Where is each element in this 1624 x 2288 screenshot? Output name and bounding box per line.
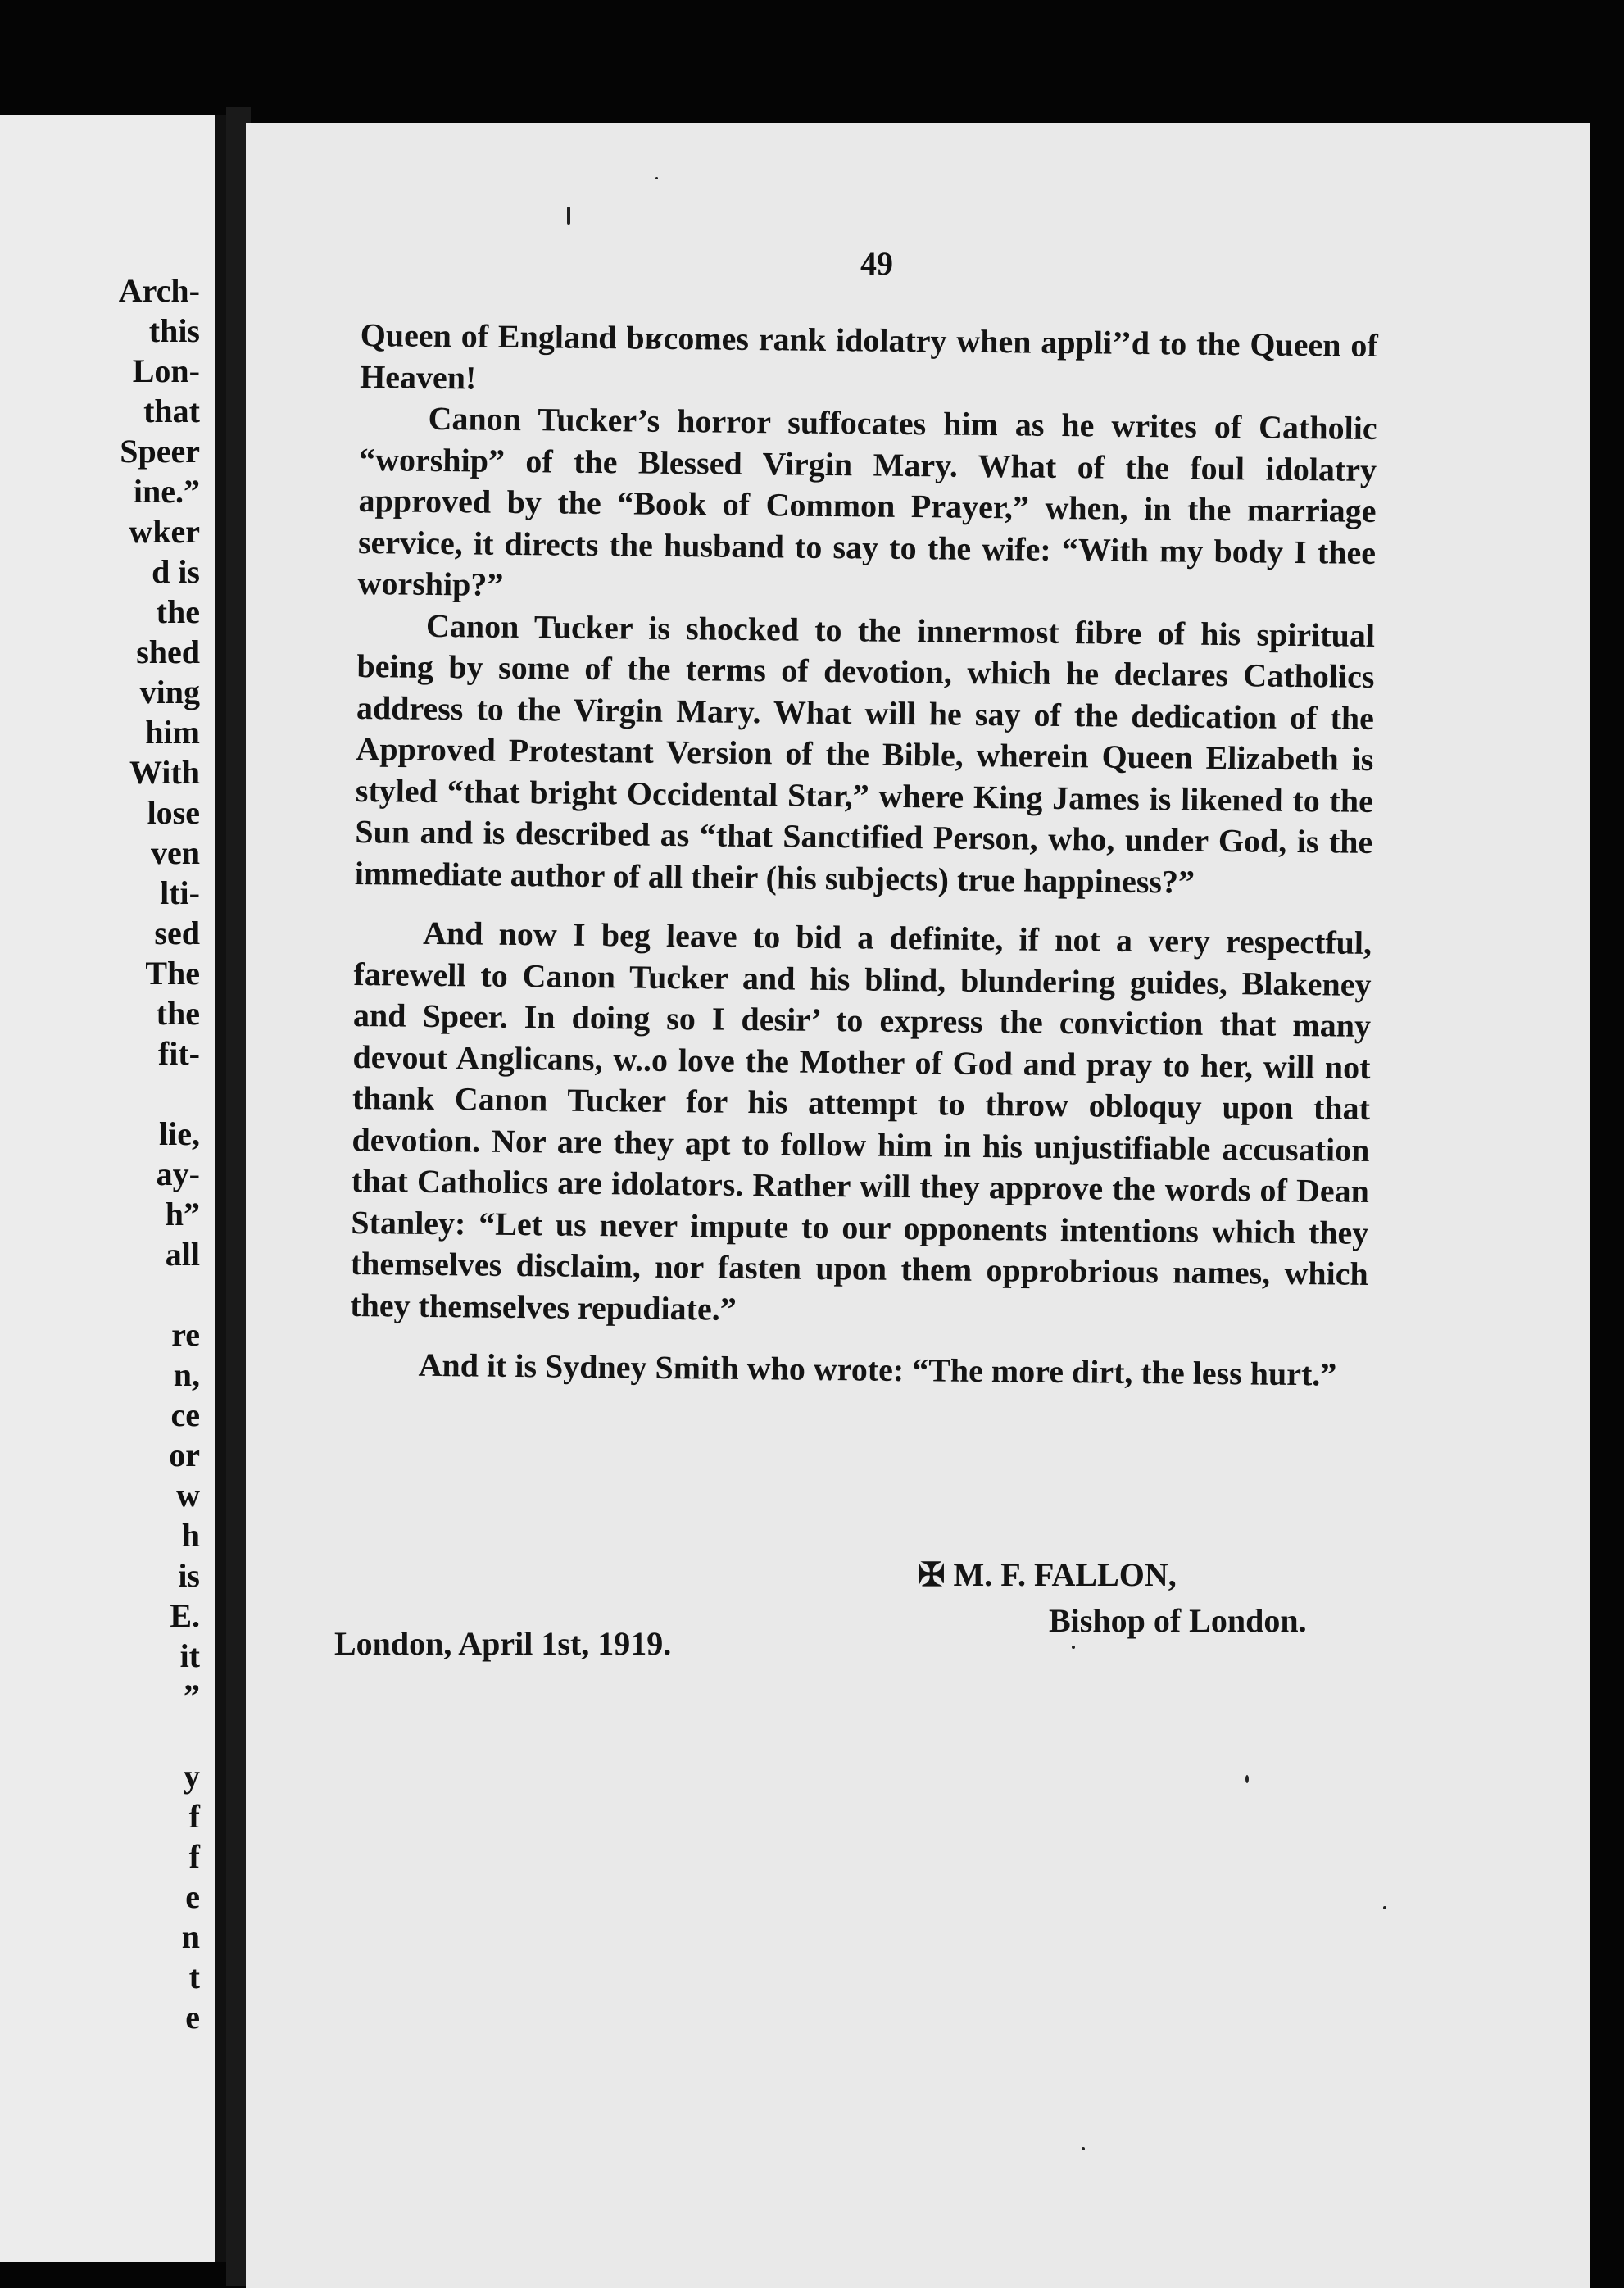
previous-page-fragment: ine.” <box>133 473 200 510</box>
previous-page-fragment: e <box>185 1999 200 2036</box>
page-number: 49 <box>860 245 893 282</box>
previous-page-fragment: is <box>178 1557 200 1594</box>
dust-speck <box>567 207 570 225</box>
previous-page-fragment: Arch- <box>118 272 200 309</box>
previous-page-fragment: Lon- <box>132 352 200 389</box>
dust-speck <box>655 177 658 179</box>
previous-page-fragment: ving <box>139 674 200 710</box>
signature-name: ✠ M. F. FALLON, <box>918 1556 1177 1593</box>
previous-page-fragment: ay- <box>156 1155 200 1192</box>
previous-page-fragment: ven <box>151 834 200 871</box>
previous-page-fragment <box>36 1716 200 1756</box>
previous-page-fragment: him <box>145 714 200 751</box>
previous-page-fragment: lose <box>147 794 200 831</box>
previous-page-fragment: lti- <box>160 874 200 911</box>
previous-page-fragment: ce <box>170 1396 200 1433</box>
previous-page-fragment: y <box>184 1758 200 1795</box>
previous-page-fragment: lie, <box>159 1115 200 1152</box>
previous-page-fragment: d is <box>152 553 200 590</box>
paragraph-1: Queen of England bʁcomes rank idolatry when appli’’d to the Queen of Heaven! <box>359 316 1378 396</box>
previous-page-edge <box>0 115 226 2262</box>
dust-speck <box>1383 1906 1386 1909</box>
previous-page-fragment: all <box>165 1236 200 1273</box>
previous-page-fragment: n, <box>173 1356 200 1393</box>
previous-page-fragment: t <box>188 1959 200 1995</box>
previous-page-fragment: n <box>181 1918 200 1955</box>
previous-page-fragment: this <box>148 312 200 349</box>
previous-page-fragment: E. <box>170 1597 200 1634</box>
document-page <box>246 123 1590 2288</box>
previous-page-fragment: The <box>145 955 200 992</box>
previous-page-fragment: With <box>129 754 200 791</box>
place-date: London, April 1st, 1919. <box>334 1625 672 1662</box>
previous-page-fragment: w <box>176 1477 200 1514</box>
previous-page-fragment <box>36 1074 200 1114</box>
paragraph-2: Canon Tucker’s horror suffocates him as he writes of Catholic “worship” of the Blessed Virgin Mary. What of the foul idolatry approved by the “Book of Common Prayer,” when, in the marriage service, it directs the husband to say to the wife: “With my body I thee worship?” <box>357 399 1377 603</box>
previous-page-fragment <box>36 1274 200 1314</box>
paragraph-5: And it is Sydney Smith who wrote: “The more dirt, the less hurt.” <box>418 1346 1337 1393</box>
previous-page-fragment: the <box>156 593 200 630</box>
previous-page-fragment: h” <box>165 1196 200 1233</box>
previous-page-fragment: the <box>156 995 200 1032</box>
previous-page-fragment: that <box>143 393 200 429</box>
previous-page-fragment: sed <box>154 915 200 951</box>
paragraph-4: And now I beg leave to bid a definite, if not a very respectful, farewell to Canon Tucker and his blind, blundering guides, Blakeney and Speer. In doing so I desir’ to express the conviction that many devout Anglicans, w..o love the Mother of God and pray to her, will not thank Canon Tucker for his attempt to throw obloquy upon that devotion. Nor are they apt to follow him in his unjustifiable accusation that Catholics are idolators. Rather will they approve the words of Dean Stanley: “Let us never impute to our opponents intentions which they themselves disclaim, nor fasten upon them opprobrious names, which they themselves repudiate.” <box>350 914 1372 1328</box>
previous-page-fragment: shed <box>136 633 200 670</box>
previous-page-fragment: h <box>181 1517 200 1554</box>
previous-page-fragment: e <box>185 1878 200 1915</box>
paragraph-3: Canon Tucker is shocked to the innermost fibre of his spiritual being by some of the terms of devotion, which he declares Catholics address to the Virgin Mary. What will he say of the dedication of the Approved Protestant Version of the Bible, wherein Queen Elizabeth is styled “that bright Occidental Star,” where King James is likened to the Sun and is described as “that Sanctified Person, who, under God, is the immediate author of all their (his subjects) true happiness?” <box>354 606 1376 901</box>
previous-page-fragment: f <box>188 1798 200 1835</box>
previous-page-fragment: Speer <box>120 433 200 470</box>
signature-block <box>918 1552 1344 1644</box>
previous-page-fragment: wker <box>129 513 200 550</box>
previous-page-fragment: fit- <box>157 1035 200 1072</box>
previous-page-fragment: or <box>169 1437 200 1473</box>
previous-page-fragment: ” <box>184 1677 200 1714</box>
previous-page-fragment: f <box>188 1838 200 1875</box>
body-text <box>349 315 1378 1396</box>
previous-page-fragment: it <box>179 1637 200 1674</box>
previous-page-text-fragments <box>36 270 200 2037</box>
dust-speck <box>1072 1646 1075 1649</box>
dust-speck <box>1082 2147 1085 2150</box>
dust-speck <box>1245 1775 1249 1783</box>
signature-title: Bishop of London. <box>1049 1602 1307 1639</box>
previous-page-fragment: re <box>171 1316 200 1353</box>
